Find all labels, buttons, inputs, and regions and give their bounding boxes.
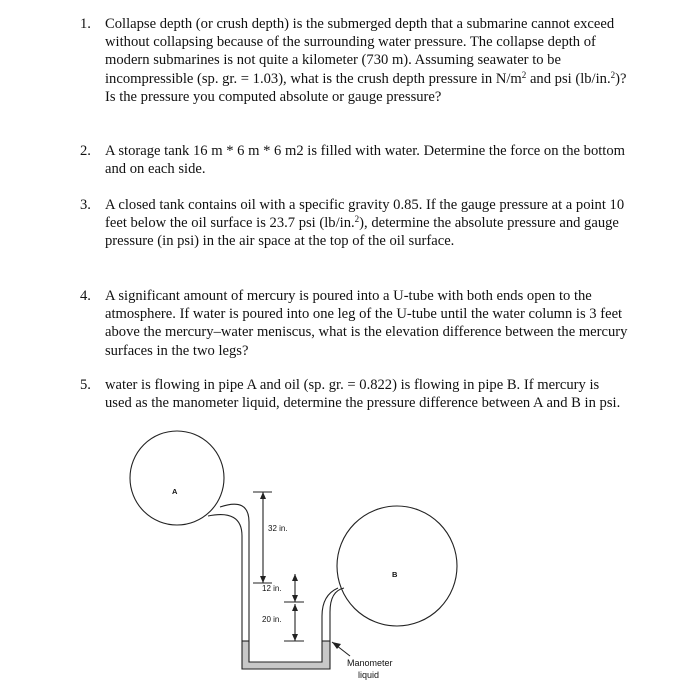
manometer-label: Manometer (347, 658, 393, 668)
pipe-a-label: A (172, 487, 178, 496)
problem-number: 2. (80, 143, 91, 159)
problem-line: without collapsing because of the surrounding water pressure. The collapse depth of (105, 34, 596, 51)
pipe-a-circle (130, 431, 224, 525)
problem-line: modern submarines is not quite a kilometer (730 m). Assuming seawater to be (105, 52, 561, 69)
problem-line: water is flowing in pipe A and oil (sp. gr. = 0.822) is flowing in pipe B. If mercury is (105, 377, 600, 393)
dim-32-arrow-bottom (260, 576, 266, 583)
arrowheads (260, 492, 341, 649)
text-segment: ), determine the absolute pressure and gauge (359, 215, 619, 232)
pipe-b-circle (337, 506, 457, 626)
figure-lines (130, 431, 457, 669)
text-segment: incompressible (sp. gr. = 1.03), what is the crush depth pressure in N/m (105, 70, 522, 87)
superscript: 2 (610, 69, 616, 80)
dim-12-label: 12 in. (262, 584, 282, 593)
dim-20-arrow-bottom (292, 634, 298, 641)
problem-line: Is the pressure you computed absolute or gauge pressure? (105, 88, 442, 105)
text-segment: )? (615, 70, 627, 87)
problem-line: A storage tank 16 m * 6 m * 6 m2 is filled with water. Determine the force on the bottom (105, 143, 625, 159)
problem-number: 1. (80, 16, 91, 32)
dim-12-arrow-bottom (292, 595, 298, 602)
dim-20-label: 20 in. (262, 615, 282, 624)
problem-line: surfaces in the two legs? (105, 342, 249, 359)
problem-number: 4. (80, 288, 91, 304)
text-segment: feet below the oil surface is 23.7 psi (lb/in. (105, 215, 355, 232)
superscript: 2 (521, 69, 527, 80)
pipe-b-label: B (392, 570, 398, 579)
problem-number: 3. (80, 197, 91, 213)
dim-32-label: 32 in. (268, 524, 288, 533)
superscript: 2 (354, 214, 360, 225)
dim-20-arrow-top (292, 604, 298, 611)
problem-line: A significant amount of mercury is poured into a U-tube with both ends open to the (105, 288, 592, 304)
problem-line: and on each side. (105, 161, 206, 178)
dim-32-arrow-top (260, 492, 266, 499)
problem-line: A closed tank contains oil with a specific gravity 0.85. If the gauge pressure at a point 10 (105, 197, 625, 213)
problem-line: used as the manometer liquid, determine the pressure difference between A and B in psi. (105, 395, 621, 412)
manometer-label-line2: liquid (358, 670, 380, 680)
problem-line: pressure (in psi) in the air space at the top of the oil surface. (105, 233, 455, 250)
problem-line: atmosphere. If water is poured into one leg of the U-tube until the water column is 3 feet (105, 306, 623, 323)
problem-number: 5. (80, 377, 91, 393)
manometer-liquid (242, 641, 330, 669)
dim-12-arrow-top (292, 574, 298, 581)
problem-line: above the mercury–water meniscus, what is the elevation difference between the mercury (105, 324, 628, 341)
problem-line: Collapse depth (or crush depth) is the submerged depth that a submarine cannot exceed (105, 16, 615, 32)
text-segment: and psi (lb/in. (526, 70, 611, 87)
